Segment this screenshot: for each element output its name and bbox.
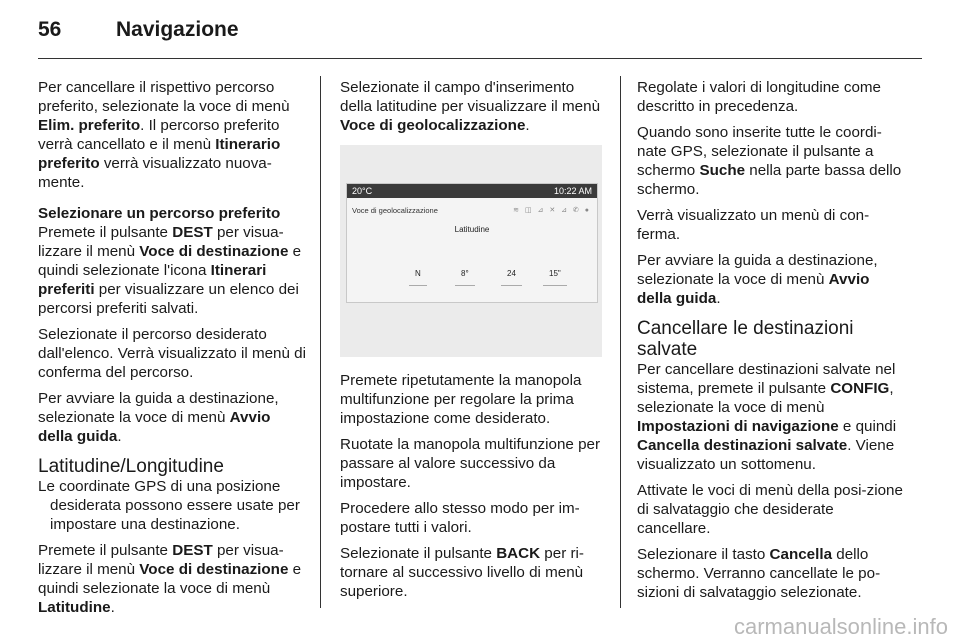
menu-title: Voce di geolocalizzazione [352,206,438,215]
subheading: Selezionare un percorso preferito [38,205,281,222]
page-header [38,18,239,42]
value-degrees: 8° [455,264,475,286]
paragraph: Ruotate la manopola multifunzione per passare al valore successivo da impostare. [340,436,601,491]
status-bar [347,184,597,198]
paragraph: Selezionate il pulsante BACK per ri-tornare al successivo livello di menù superiore. [340,545,584,600]
clock: 10:22 AM [553,186,592,196]
paragraph: Regolate i valori di longitudine come descritto in precedenza. [637,79,881,115]
paragraph: Per cancellare il rispettivo percorso preferito, selezionate la voce di menù Elim. preferito. Il percorso preferito verrà cancellato e il menù Itinerario preferito verrà visualizzato nuova-mente. [38,79,290,191]
status-icons: ≋ ◫ ⊿ ✕ ⊿ ✆ ● [513,207,591,214]
paragraph: Premete il pulsante DEST per visua-lizzare il menù Voce di destinazione e quindi selezionate la voce di menù Latitudine. [38,542,302,616]
paragraph: Selezionare il tasto Cancella dello schermo. Verranno cancellate le po-sizioni di salvataggio selezionate. [637,546,881,601]
screen-illustration [340,145,602,357]
header-rule [38,58,922,59]
paragraph: Selezionate il percorso desiderato dall'elenco. Verrà visualizzato il menù di conferma del percorso. [38,326,306,381]
field-title: Latitudine [454,225,490,234]
column-left [38,78,306,624]
paragraph: Per cancellare destinazioni salvate nel sistema, premete il pulsante CONFIG, selezionate la voce di menù Impostazioni di navigazione e quindi Cancella destinazioni salvate. Viene visualizzato un sottomenu. [637,361,897,473]
paragraph: Quando sono inserite tutte le coordi-nate GPS, selezionate il pulsante a schermo Suche nella parte bassa dello schermo. [637,124,902,198]
value-minutes: 24 [501,264,522,286]
paragraph: Selezionate il campo d'inserimento della latitudine per visualizzare il menù Voce di geolocalizzazione. [340,79,601,134]
value-hemisphere: N [409,264,427,286]
column-divider [320,76,321,608]
paragraph: Procedere allo stesso modo per im-postare tutti i valori. [340,500,580,536]
display-screen [346,183,598,303]
paragraph: Verrà visualizzato un menù di con-ferma. [637,207,870,243]
paragraph: Attivate le voci di menù della posi-zione di salvataggio che desiderate cancellare. [637,482,903,537]
column-right [637,78,907,609]
paragraph: Premete il pulsante DEST per visua-lizzare il menù Voce di destinazione e quindi selezionate l'icona Itinerari preferiti per visualizzare un elenco dei percorsi preferiti salvati. [38,224,302,317]
paragraph: Per avviare la guida a destinazione, selezionate la voce di menù Avvio della guida. [637,252,878,307]
section-heading: Latitudine/Longitudine [38,456,224,477]
paragraph: Premete ripetutamente la manopola multifunzione per regolare la prima impostazione come desiderato. [340,372,582,427]
watermark: carmanualsonline.info [733,614,948,639]
temperature: 20°C [352,186,373,196]
column-divider [620,76,621,608]
value-seconds: 15" [543,264,567,286]
paragraph: Per avviare la guida a destinazione, selezionate la voce di menù Avvio della guida. [38,390,279,445]
paragraph: Le coordinate GPS di una posizione desiderata possono essere usate per impostare una destinazione. [38,478,300,533]
section-heading: Cancellare le destinazioni salvate [637,318,854,360]
column-middle [340,78,602,608]
menu-line [347,198,597,214]
page-number: 56 [38,18,62,41]
page-title: Navigazione [116,18,239,41]
